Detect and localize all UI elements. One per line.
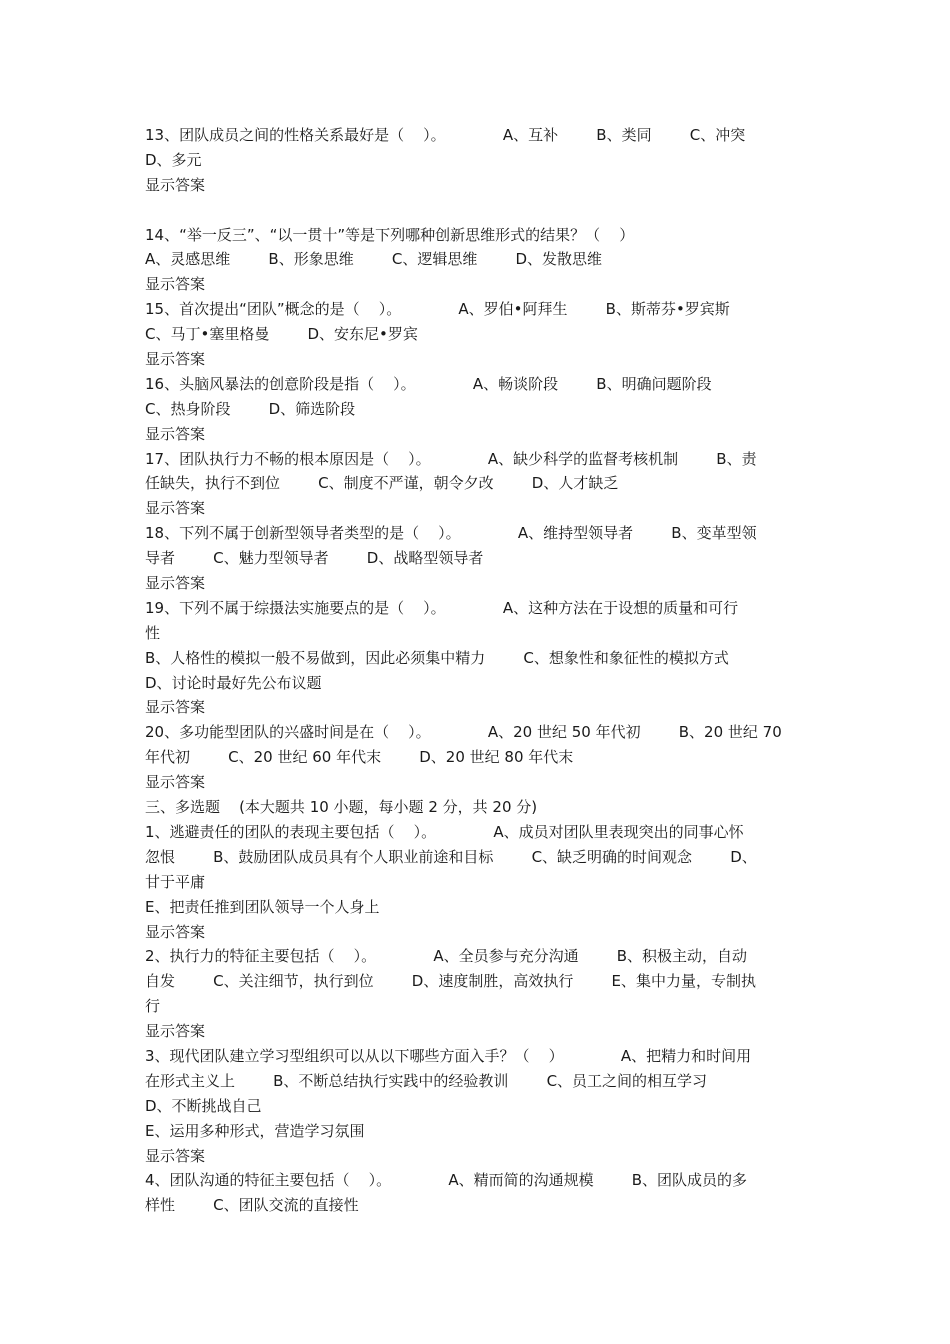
show-answer-link[interactable]: 显示答案 <box>145 175 206 194</box>
show-answer-link[interactable]: 显示答案 <box>145 698 206 717</box>
question-text-line: 自发 C、关注细节，执行到位 D、速度制胜，高效执行 E、集中力量，专制执 <box>145 972 756 991</box>
question-text-line: 17、团队执行力不畅的根本原因是（ ）。 A、缺少科学的监督考核机制 B、责 <box>145 449 757 468</box>
question-text-line: 任缺失，执行不到位 C、制度不严谨，朝令夕改 D、人才缺乏 <box>145 474 619 493</box>
question-text-line: 年代初 C、20 世纪 60 年代末 D、20 世纪 80 年代末 <box>145 748 574 767</box>
question-text-line: 3、现代团队建立学习型组织可以从以下哪些方面入手？（ ） A、把精力和时间用 <box>145 1046 752 1065</box>
question-text-line: 19、下列不属于综摄法实施要点的是（ ）。 A、这种方法在于设想的质量和可行 <box>145 598 739 617</box>
question-text-line: B、人格性的模拟一般不易做到，因此必须集中精力 C、想象性和象征性的模拟方式 <box>145 648 729 667</box>
question-text-line: 1、逃避责任的团队的表现主要包括（ ）。 A、成员对团队里表现突出的同事心怀 <box>145 822 744 841</box>
question-text-line: 18、下列不属于创新型领导者类型的是（ ）。 A、维持型领导者 B、变革型领 <box>145 524 757 543</box>
question-text-line: 4、团队沟通的特征主要包括（ ）。 A、精而简的沟通规模 B、团队成员的多 <box>145 1171 748 1190</box>
question-text-line: D、讨论时最好先公布议题 <box>145 673 322 692</box>
question-block <box>145 720 810 770</box>
show-answer-link[interactable]: 显示答案 <box>145 424 206 443</box>
question-text-line: D、不断挑战自己 <box>145 1096 262 1115</box>
question-block <box>145 223 810 273</box>
show-answer-link[interactable]: 显示答案 <box>145 499 206 518</box>
question-text-line: E、把责任推到团队领导一个人身上 <box>145 897 380 916</box>
question-text-line: 16、头脑风暴法的创意阶段是指（ ）。 A、畅谈阶段 B、明确问题阶段 <box>145 374 712 393</box>
question-block <box>145 596 810 696</box>
question-block <box>145 123 810 173</box>
show-answer-link[interactable]: 显示答案 <box>145 773 206 792</box>
question-text-line: C、马丁•塞里格曼 D、安东尼•罗宾 <box>145 325 418 344</box>
question-text-line: 14、“举一反三”、“以一贯十”等是下列哪种创新思维形式的结果？（ ） <box>145 225 635 244</box>
question-text-line: 甘于平庸 <box>145 872 206 891</box>
question-text-line: E、运用多种形式，营造学习氛围 <box>145 1121 365 1140</box>
show-answer-link[interactable]: 显示答案 <box>145 1022 206 1041</box>
show-answer-link[interactable]: 显示答案 <box>145 275 206 294</box>
question-block <box>145 820 810 920</box>
question-text-line: 样性 C、团队交流的直接性 <box>145 1196 359 1215</box>
question-block <box>145 944 810 1019</box>
question-text-line: 在形式主义上 B、不断总结执行实践中的经验教训 C、员工之间的相互学习 <box>145 1071 708 1090</box>
question-text-line: 行 <box>145 997 161 1016</box>
question-block <box>145 297 810 347</box>
question-text-line: 13、团队成员之间的性格关系最好是（ ）。 A、互补 B、类同 C、冲突 <box>145 126 746 144</box>
question-text-line: 导者 C、魅力型领导者 D、战略型领导者 <box>145 549 484 568</box>
show-answer-link[interactable]: 显示答案 <box>145 1146 206 1165</box>
show-answer-link[interactable]: 显示答案 <box>145 922 206 941</box>
show-answer-link[interactable]: 显示答案 <box>145 350 206 369</box>
question-text-line: C、热身阶段 D、筛选阶段 <box>145 399 356 418</box>
heading-text: 三、多选题 (本大题共 10 小题，每小题 2 分，共 20 分) <box>145 798 538 817</box>
question-block <box>145 447 810 497</box>
section-heading <box>145 795 810 820</box>
blank-line <box>145 198 810 223</box>
show-answer-link[interactable]: 显示答案 <box>145 574 206 593</box>
document-body <box>145 123 810 1218</box>
question-text-line: D、多元 <box>145 150 202 169</box>
question-text-line: 2、执行力的特征主要包括（ ）。 A、全员参与充分沟通 B、积极主动，自动 <box>145 947 748 966</box>
question-text-line: 20、多功能型团队的兴盛时间是在（ ）。 A、20 世纪 50 年代初 B、20 世纪 70 <box>145 723 782 742</box>
question-block <box>145 1044 810 1144</box>
question-text-line: 忽恨 B、鼓励团队成员具有个人职业前途和目标 C、缺乏明确的时间观念 D、 <box>145 847 757 866</box>
question-block <box>145 372 810 422</box>
question-block <box>145 521 810 571</box>
question-text-line: 性 <box>145 623 161 642</box>
question-block <box>145 1168 810 1218</box>
question-text-line: A、灵感思维 B、形象思维 C、逻辑思维 D、发散思维 <box>145 250 603 269</box>
question-text-line: 15、首次提出“团队”概念的是（ ）。 A、罗伯•阿拜生 B、斯蒂芬•罗宾斯 <box>145 300 730 319</box>
